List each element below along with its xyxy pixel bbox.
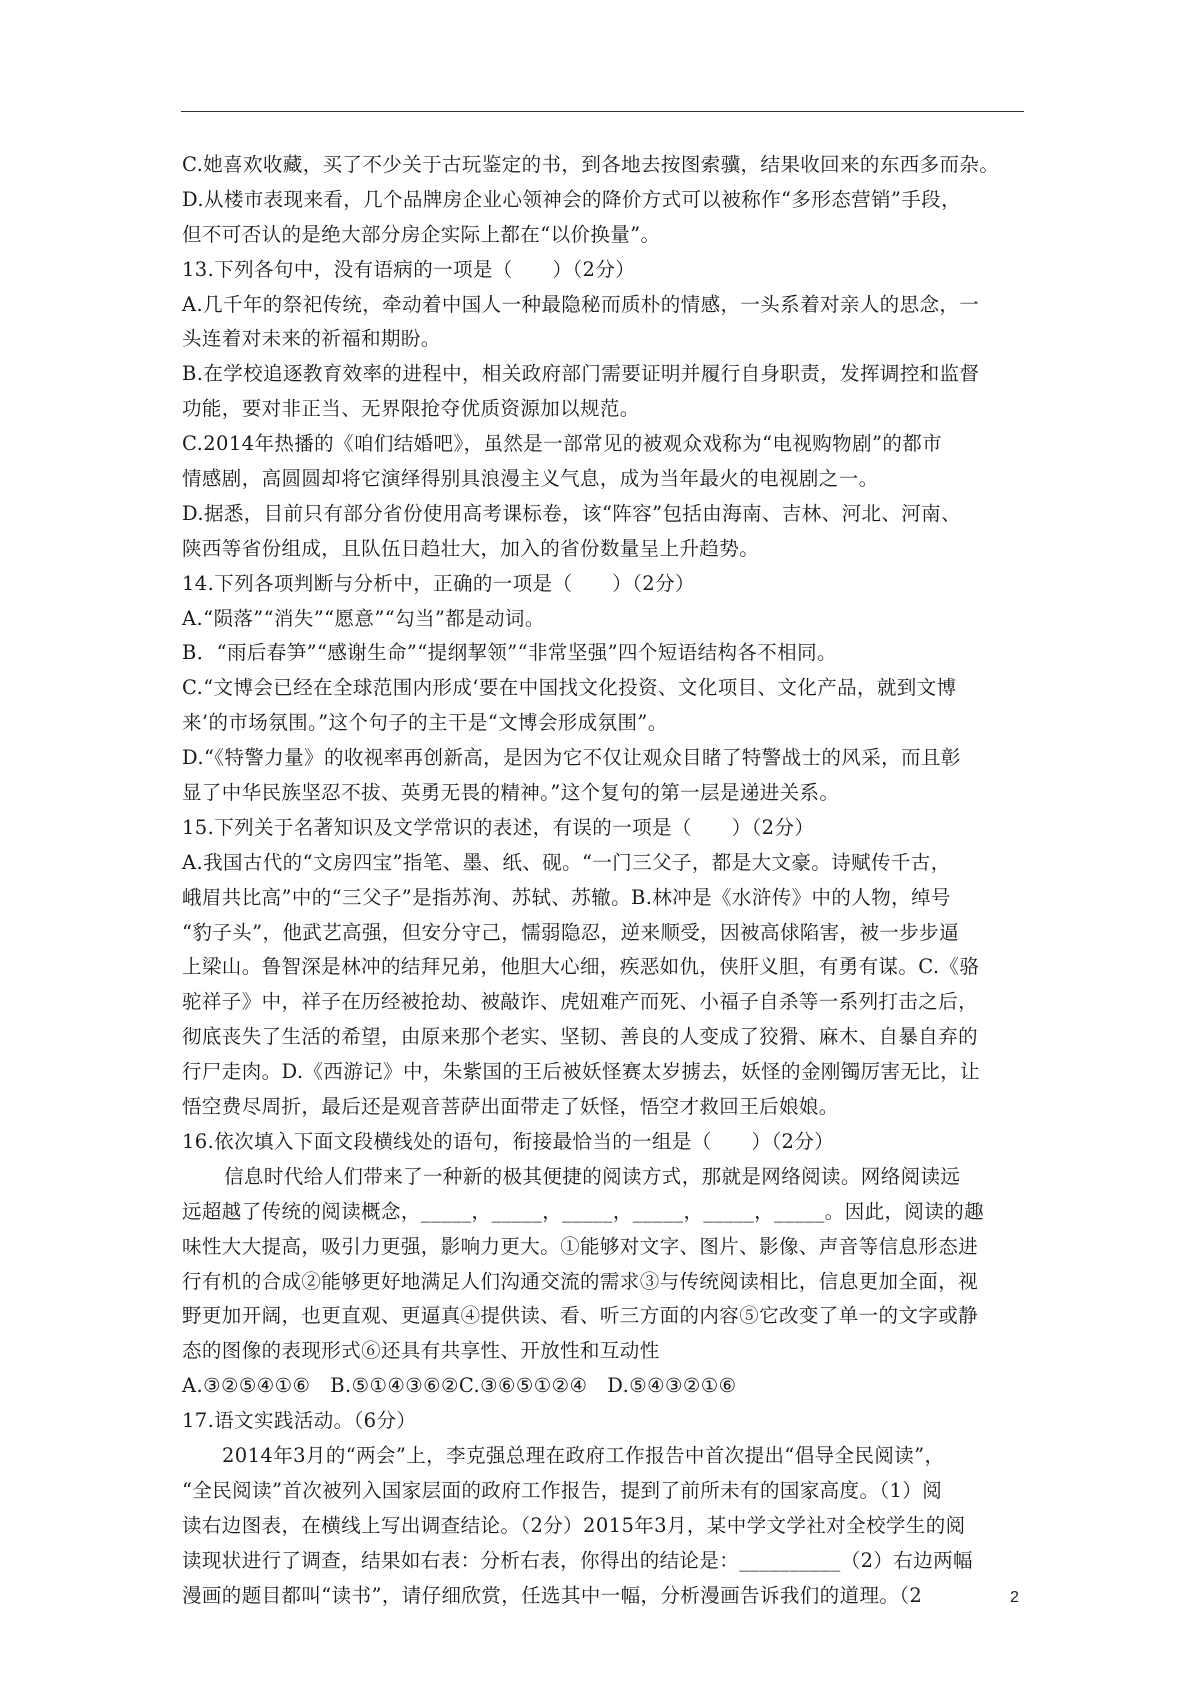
header-rule [181, 111, 1024, 112]
page-number: 2 [1010, 1589, 1019, 1606]
text-line: 但不可否认的是绝大部分房企实际上都在“以价换量”。 [182, 222, 661, 246]
text-line: 悟空费尽周折，最后还是观音菩萨出面带走了妖怪，悟空才救回王后娘娘。 [182, 1095, 839, 1119]
question-15-title: 15.下列关于名著知识及文学常识的表述，有误的一项是（ ）（2分） [182, 815, 815, 839]
text-line: 来’的市场氛围。”这个句子的主干是“文博会形成氛围”。 [182, 711, 668, 735]
passage-line: 2014年3月的“两会”上，李克强总理在政府工作报告中首次提出“倡导全民阅读”， [222, 1443, 945, 1467]
question-14-title: 14.下列各项判断与分析中，正确的一项是（ ）（2分） [182, 571, 695, 595]
text-line: 功能，要对非正当、无界限抢夺优质资源加以规范。 [182, 397, 640, 421]
text-line: 峨眉共比高”中的“三父子”是指苏洵、苏轼、苏辙。B.林冲是《水浒传》中的人物，绰号 [182, 885, 951, 909]
question-13-title: 13.下列各句中，没有语病的一项是（ ）（2分） [182, 257, 636, 281]
passage-line: 读现状进行了调查，结果如右表：分析右表，你得出的结论是：__________（2）右边两幅 [182, 1548, 973, 1572]
passage-line: 读右边图表，在横线上写出调查结论。（2分）2015年3月，某中学文学社对全校学生的阅 [182, 1513, 966, 1537]
text-line: B.在学校追逐教育效率的进程中，相关政府部门需要证明并履行自身职责，发挥调控和监督 [182, 362, 980, 386]
document-body [182, 148, 1024, 1613]
text-line: C.她喜欢收藏，买了不少关于古玩鉴定的书，到各地去按图索骥，结果收回来的东西多而杂。 [182, 153, 1000, 176]
passage-line: “全民阅读”首次被列入国家层面的政府工作报告，提到了前所未有的国家高度。（1）阅 [182, 1478, 943, 1502]
passage-line: 信息时代给人们带来了一种新的极其便捷的阅读方式，那就是网络阅读。网络阅读远 [224, 1164, 961, 1188]
text-line: B．“雨后春笋”“感谢生命”“提纲挈领”“非常坚强”四个短语结构各不相同。 [182, 641, 837, 665]
passage-line: 野更加开阔，也更直观、更逼真④提供读、看、听三方面的内容⑤它改变了单一的文字或静 [182, 1304, 979, 1328]
passage-line: 味性大大提高，吸引力更强，影响力更大。①能够对文字、图片、影像、声音等信息形态进 [182, 1234, 979, 1258]
text-line: A.几千年的祭祀传统，牵动着中国人一种最隐秘而质朴的情感，一头系着对亲人的思念，一 [182, 292, 980, 316]
passage-line: 远超越了传统的阅读概念，_____，_____，_____，_____，_____，_____。因此，阅读的趣 [182, 1199, 984, 1223]
text-line: C.“文博会已经在全球范围内形成‘要在中国找文化投资、文化项目、文化产品，就到文博 [182, 676, 957, 700]
text-line: 行尸走肉。D.《西游记》中，朱紫国的王后被妖怪赛太岁掳去，妖怪的金刚镯厉害无比，让 [182, 1060, 981, 1084]
text-line: D.据悉，目前只有部分省份使用高考课标卷，该“阵容”包括由海南、吉林、河北、河南、 [182, 501, 961, 525]
text-line: 陕西等省份组成，且队伍日趋壮大，加入的省份数量呈上升趋势。 [182, 536, 760, 560]
text-line: 情感剧，高圆圆却将它演绎得别具浪漫主义气息，成为当年最火的电视剧之一。 [182, 467, 879, 491]
text-line: “豹子头”，他武艺高强，但安分守己，懦弱隐忍，逆来顺受，因被高俅陷害，被一步步逼 [182, 920, 959, 944]
text-line: 上梁山。鲁智深是林冲的结拜兄弟，他胆大心细，疾恶如仇，侠肝义胆，有勇有谋。C.《骆 [182, 955, 980, 979]
passage-line: 漫画的题目都叫“读书”，请仔细欣赏，任选其中一幅，分析漫画告诉我们的道理。（2 [182, 1583, 923, 1607]
passage-line: 态的图像的表现形式⑥还具有共享性、开放性和互动性 [182, 1339, 660, 1363]
text-line: 驼祥子》中，祥子在历经被抢劫、被敲诈、虎妞难产而死、小福子自杀等一系列打击之后， [182, 990, 979, 1014]
text-line: D.从楼市表现来看，几个品牌房企业心领神会的降价方式可以被称作“多形态营销”手段， [182, 187, 961, 211]
passage-line: 行有机的合成②能够更好地满足人们沟通交流的需求③与传统阅读相比，信息更加全面，视 [182, 1269, 979, 1293]
text-line: A.“陨落”“消失”“愿意”“勾当”都是动词。 [182, 606, 545, 630]
text-line: 头连着对未来的祈福和期盼。 [182, 327, 441, 351]
question-16-title: 16.依次填入下面文段横线处的语句，衔接最恰当的一组是（ ）（2分） [182, 1129, 835, 1153]
text-line: D.“《特警力量》的收视率再创新高，是因为它不仅让观众目睹了特警战士的风采，而且彰 [182, 746, 961, 770]
text-line: 彻底丧失了生活的希望，由原来那个老实、坚韧、善良的人变成了狡猾、麻木、自暴自弃的 [182, 1025, 979, 1049]
question-17-title: 17.语文实践活动。（6分） [182, 1409, 417, 1433]
text-line: C.2014年热播的《咱们结婚吧》，虽然是一部常见的被观众戏称为“电视购物剧”的都市 [182, 432, 943, 456]
text-line: A.我国古代的“文房四宝”指笔、墨、纸、砚。“一门三父子，都是大文豪。诗赋传千古， [182, 850, 951, 874]
answer-options: A.③②⑤④①⑥ B.⑤①④③⑥②C.③⑥⑤①②④ D.⑤④③②①⑥ [182, 1374, 737, 1398]
text-line: 显了中华民族坚忍不拔、英勇无畏的精神。”这个复句的第一层是递进关系。 [182, 781, 840, 805]
